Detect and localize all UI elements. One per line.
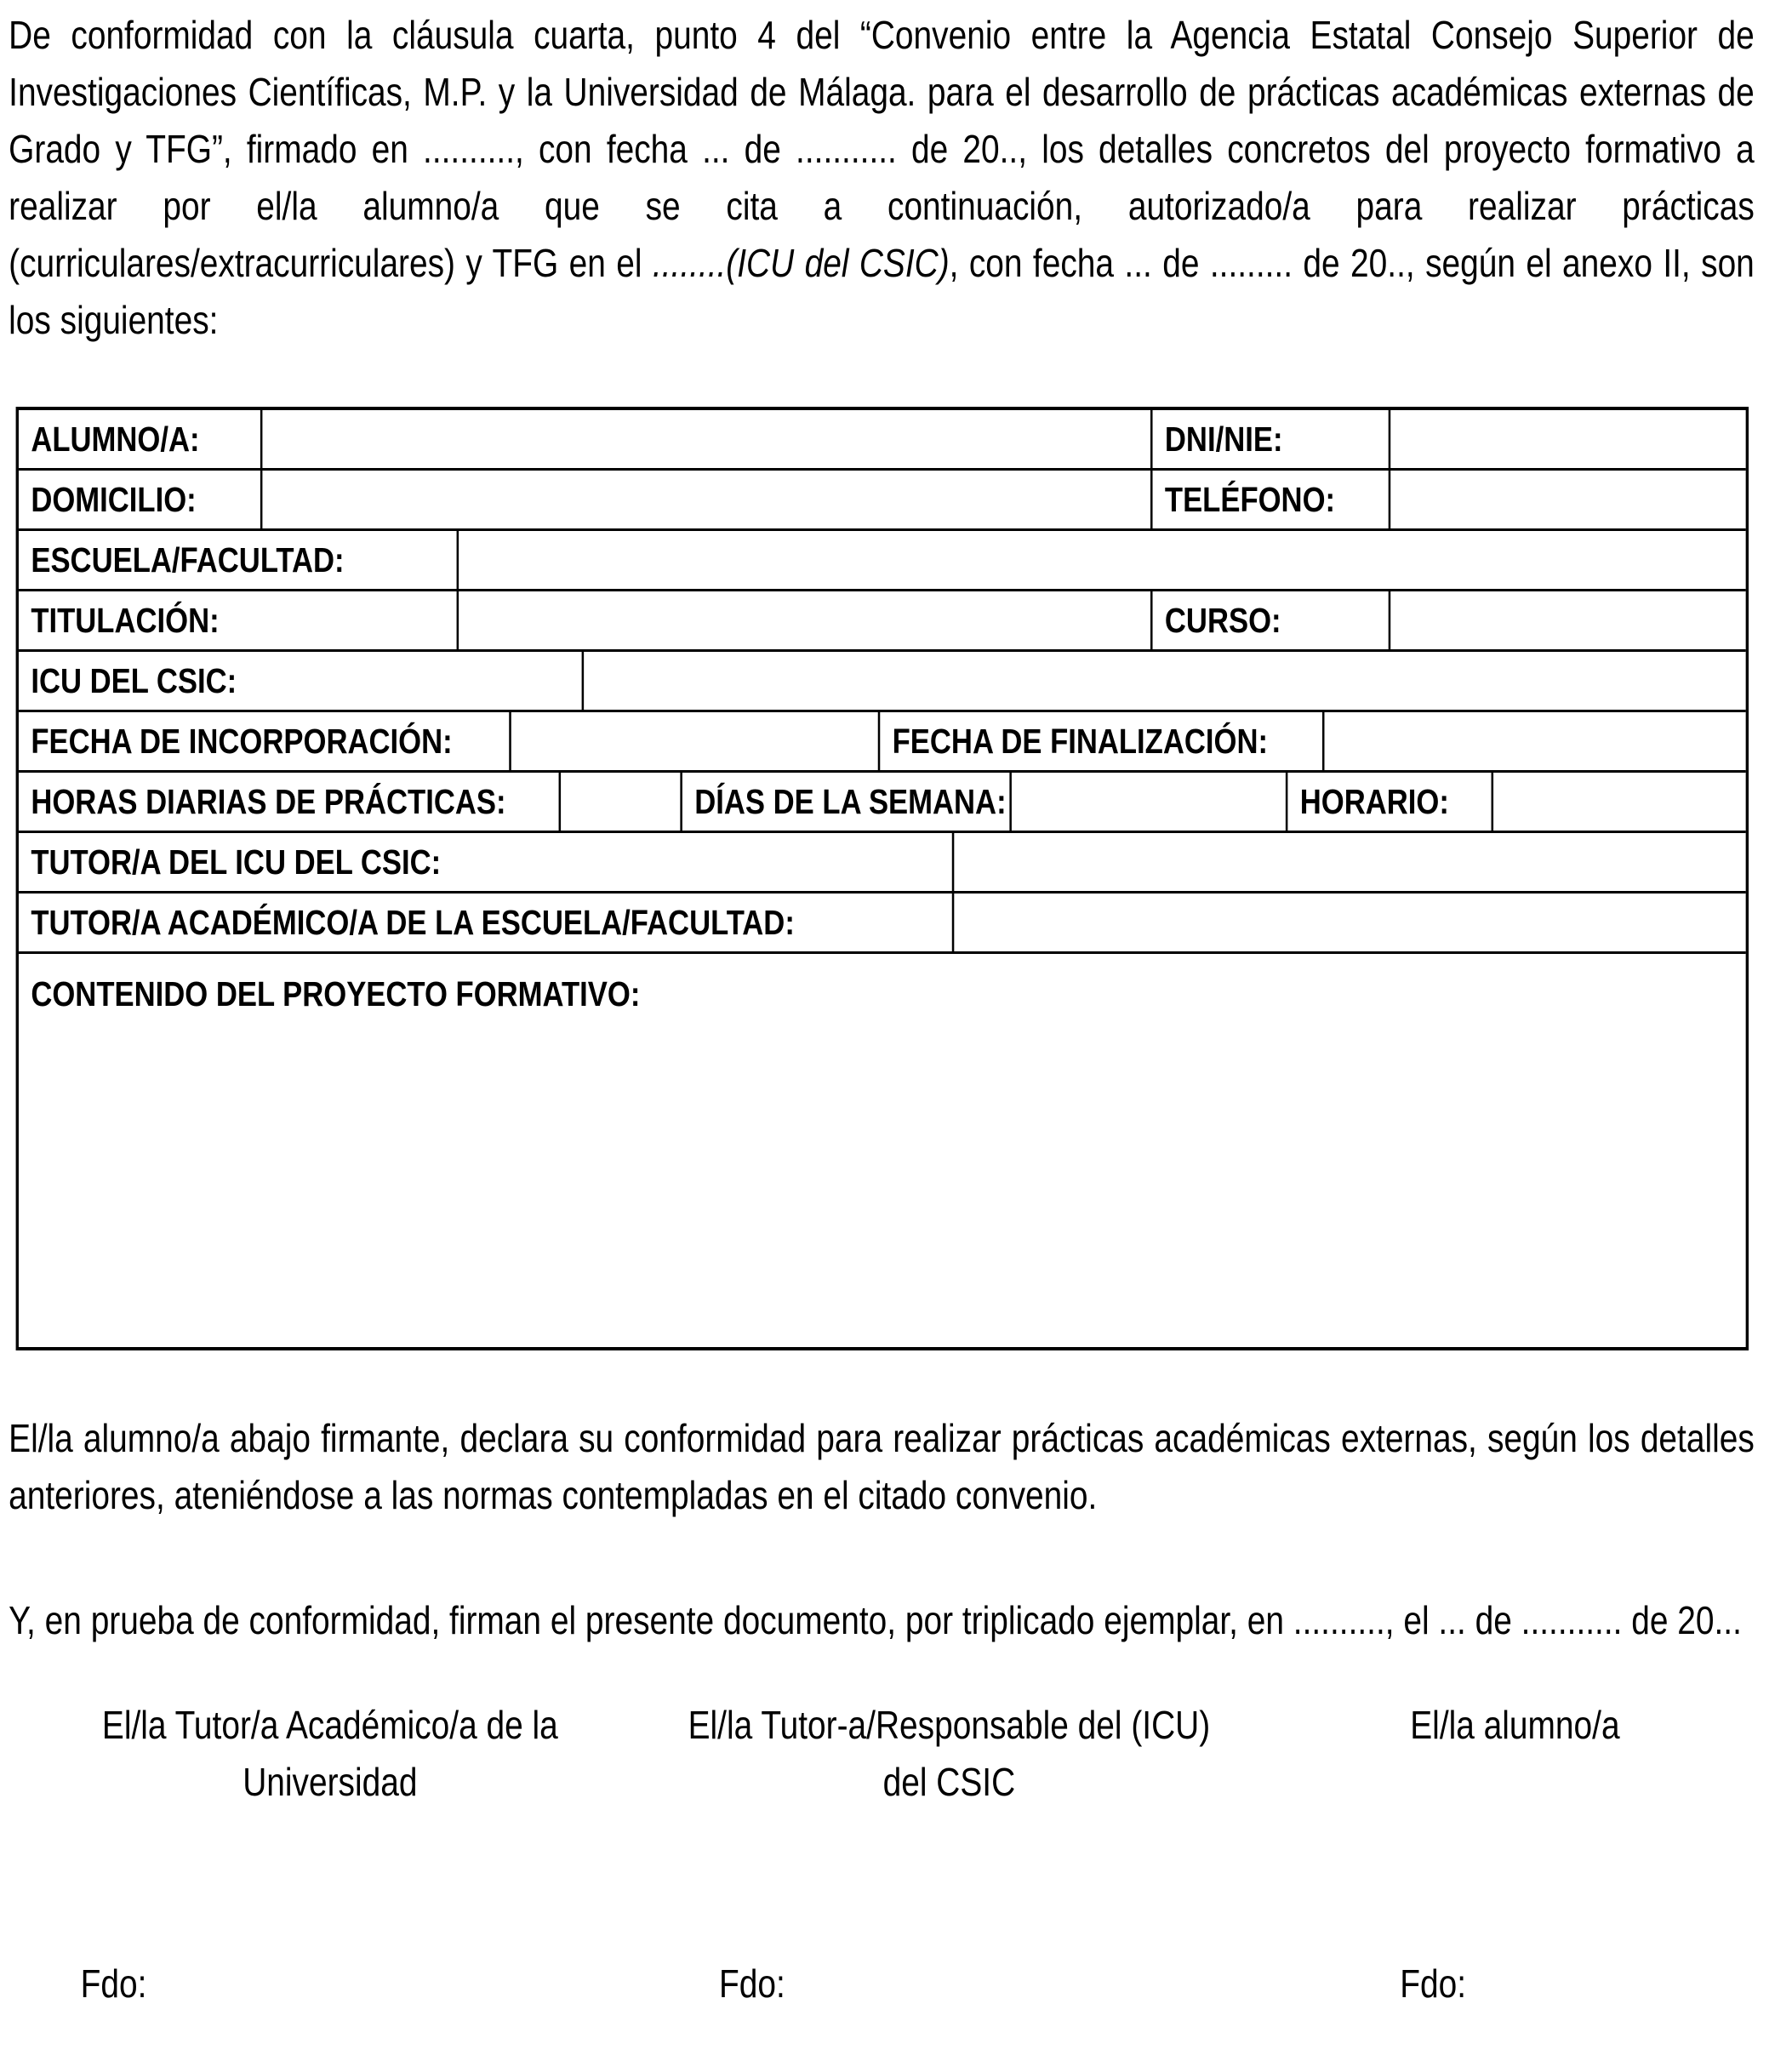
row-titulacion [19,589,1746,649]
domicilio-label: DOMICILIO: [31,479,197,519]
intro-italic-icu-csic: ........(ICU del CSIC) [652,241,950,285]
titulacion-value-field[interactable] [457,591,1150,649]
row-tutor-academico [19,891,1746,951]
closing-paragraph: Y, en prueba de conformidad, firman el presente documento, por triplicado ejemplar, en .........., el ... de ........... de 20... [9,1598,1742,1642]
fecha-finalizacion-value-field[interactable] [1322,712,1746,770]
intro-paragraph [9,7,1792,349]
signature-alumno: El/la alumno/a [1410,1703,1620,1747]
row-tutor-icu [19,831,1746,891]
alumno-value-field[interactable] [260,410,1150,468]
curso-label: CURSO: [1150,591,1389,649]
declaration-paragraph: El/la alumno/a abajo firmante, declara su conformidad para realizar prácticas académicas externas, según los detalles anteriores, ateniéndose a las normas contempladas en el citado convenio. [9,1416,1755,1517]
fecha-finalizacion-label: FECHA DE FINALIZACIÓN: [878,712,1322,770]
fdo-row [9,1955,1792,2012]
signature-tutor-csic [625,1697,1273,1811]
signature-tutor-universidad-line1: El/la Tutor/a Académico/a de la [101,1703,558,1747]
curso-value-field[interactable] [1389,591,1746,649]
row-domicilio [19,468,1746,528]
intro-text-before-italic: De conformidad con la cláusula cuarta, punto 4 del “Convenio entre la Agencia Estatal Consejo Superior de Investigaciones Científicas, M.P. y la Universidad de Málaga. para el desarrollo de prácticas académicas externas de Grado y TFG”, firmado en .........., con fecha ... de ........... de 20.., los detalles concretos del proyecto formativo a realizar por el/la alumno/a que se cita a continuación, autorizado/a para realizar prácticas (curriculares/extracurriculares) y TFG en el [9,13,1755,285]
row-horario-practicas [19,770,1746,831]
domicilio-value-field[interactable] [260,471,1150,528]
icu-csic-value-field[interactable] [582,652,1746,710]
signature-tutor-universidad [43,1697,618,1811]
row-fechas [19,710,1746,770]
dias-semana-label: DÍAS DE LA SEMANA: [680,773,1009,831]
tutor-icu-value-field[interactable] [952,833,1746,891]
horario-label: HORARIO: [1286,773,1492,831]
practice-details-table [16,407,1749,1350]
telefono-label: TELÉFONO: [1150,471,1389,528]
tutor-academico-value-field[interactable] [952,893,1746,951]
signature-headings [9,1697,1792,1811]
signature-tutor-csic-line1: El/la Tutor-a/Responsable del (ICU) [688,1703,1211,1747]
signature-tutor-csic-line2: del CSIC [882,1760,1016,1804]
escuela-facultad-label: ESCUELA/FACULTAD: [31,540,345,579]
tutor-academico-label: TUTOR/A ACADÉMICO/A DE LA ESCUELA/FACULTAD: [31,902,795,942]
row-escuela-facultad [19,528,1746,589]
escuela-facultad-value-field[interactable] [457,531,1746,589]
alumno-label: ALUMNO/A: [31,419,200,459]
horas-diarias-value-field[interactable] [559,773,681,831]
tutor-icu-label: TUTOR/A DEL ICU DEL CSIC: [31,842,442,882]
intro-text-after-italic: , con fecha ... de ......... de 20.., según el anexo II, son los siguientes: [9,241,1755,342]
titulacion-label: TITULACIÓN: [31,600,220,640]
row-alumno [19,410,1746,468]
dni-nie-value-field[interactable] [1389,410,1746,468]
contenido-proyecto-label: CONTENIDO DEL PROYECTO FORMATIVO: [31,974,641,1013]
horas-diarias-label: HORAS DIARIAS DE PRÁCTICAS: [31,781,506,821]
row-icu-csic [19,649,1746,710]
fdo-label-alumno: Fdo: [1400,1961,1466,2006]
telefono-value-field[interactable] [1389,471,1746,528]
signature-tutor-universidad-line2: Universidad [243,1760,418,1804]
fdo-label-tutor-csic: Fdo: [719,1961,785,2006]
row-contenido-proyecto [19,951,1746,1347]
horario-value-field[interactable] [1492,773,1746,831]
dni-nie-label: DNI/NIE: [1150,410,1389,468]
fecha-incorporacion-value-field[interactable] [509,712,877,770]
fdo-label-tutor-universidad: Fdo: [80,1961,147,2006]
fecha-incorporacion-label: FECHA DE INCORPORACIÓN: [31,721,453,761]
contenido-proyecto-value-area[interactable] [19,1023,1746,1346]
icu-csic-label: ICU DEL CSIC: [31,660,237,700]
dias-semana-value-field[interactable] [1009,773,1285,831]
